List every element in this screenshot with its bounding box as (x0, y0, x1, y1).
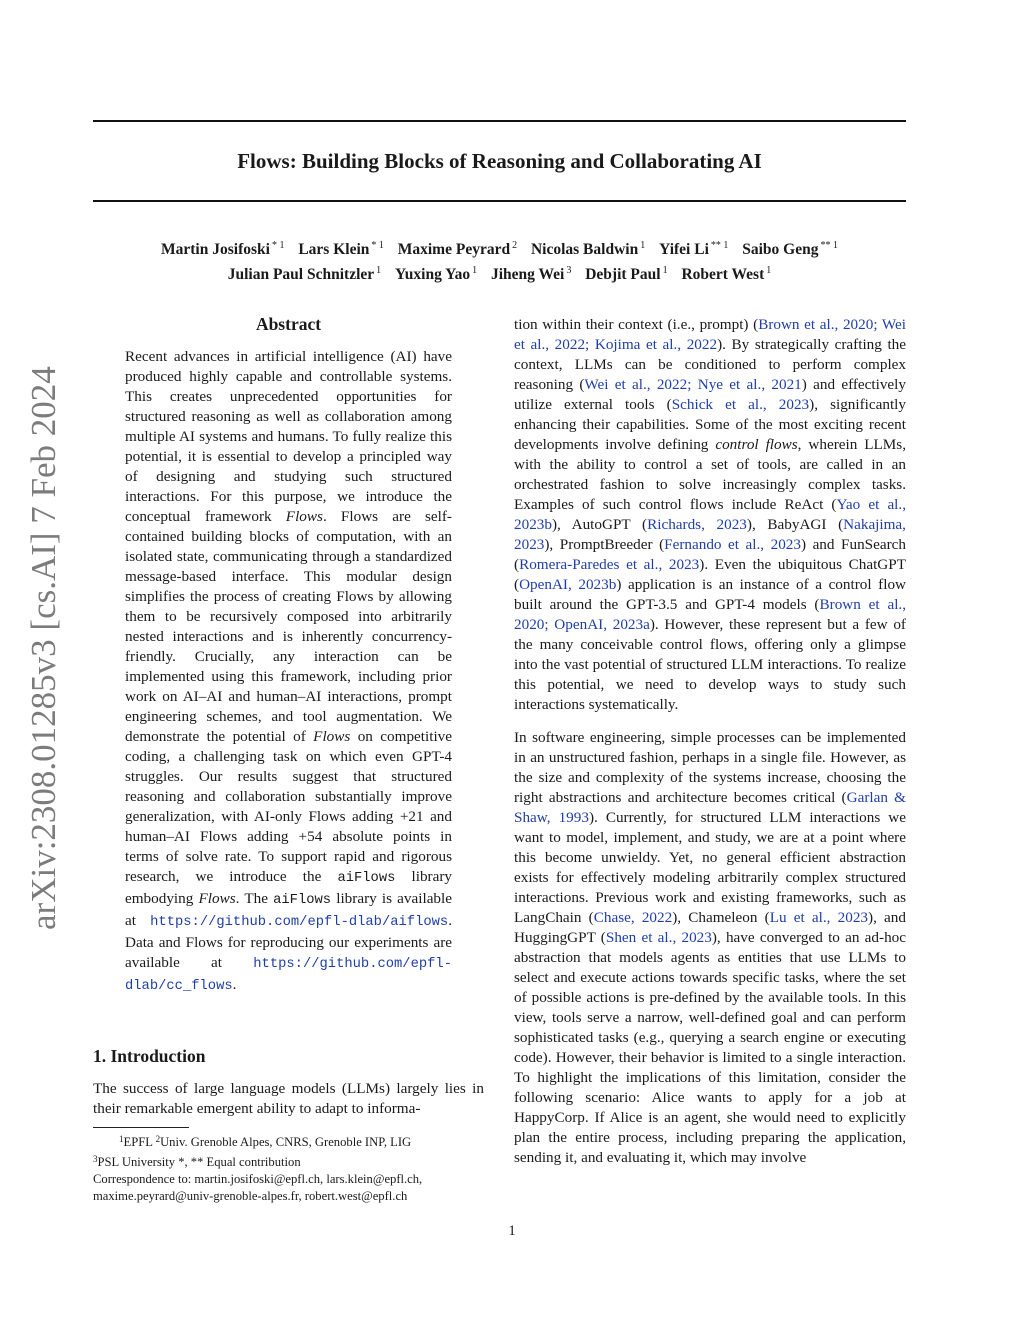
author: Yifei Li $^{** 1}$ (659, 240, 729, 258)
author: Saibo Geng $^{** 1}$ (742, 240, 838, 258)
author: Lars Klein $^{* 1}$ (298, 240, 384, 258)
section-heading: 1. Introduction (93, 1046, 206, 1066)
citation[interactable]: OpenAI, 2023b (519, 576, 617, 593)
paragraph: tion within their context (i.e., prompt) (Brown et al., 2020; Wei et al., 2022; Kojima et al., 2022). By strategically crafting the context, LLMs can be conditioned to perform complex reasoning (Wei et al., 2022; Nye et al., 2021) and effectively utilize external tools (Schick et al., 2023), significantly enhancing their capabilities. Some of the most exciting recent developments involve defining control flows, wherein LLMs, with the ability to control a set of tools, are called in an orchestrated fashion to solve increasingly complex tasks. Examples of such control flows include ReAct (Yao et al., 2023b), AutoGPT (Richards, 2023), BabyAGI (Nakajima, 2023), PromptBreeder (Fernando et al., 2023) and FunSearch (Romera-Paredes et al., 2023). Even the ubiquitous ChatGPT (OpenAI, 2023b) application is an instance of a control flow built around the GPT-3.5 and GPT-4 models (Brown et al., 2020; OpenAI, 2023a). However, these represent but a few of the many conceivable control flows, offering only a glimpse into the vast potential of structured LLM interactions. To realize this potential, we need to develop ways to study such interactions systematically. (514, 316, 907, 713)
author: Robert West $^1$ (681, 265, 772, 283)
author: Yuxing Yao $^1$ (395, 265, 478, 283)
abstract-section (125, 313, 452, 997)
footnote: $^1$EPFL $^2$Univ. Grenoble Alpes, CNRS, Grenoble INP, LIG $^3$PSL University *, ** Equal contribution Correspondence to: martin.josifoski@epfl.ch, lars.klein@epfl.ch, maxime.peyrard@univ-grenoble-alpes.fr, robert.west@epfl.ch (93, 1134, 423, 1203)
author-line (93, 260, 906, 285)
citation[interactable]: Brown et al., 2020; OpenAI, 2023a (514, 596, 907, 633)
citation[interactable]: Nakajima, 2023 (514, 516, 906, 553)
data-link[interactable]: https://github.com/epfl-dlab/cc_flows (125, 957, 452, 994)
paragraph: In software engineering, simple processes can be implemented in an unstructured fashion, perhaps in a single file. However, as the size and complexity of the systems increase, choosing the right abstractions and architecture becomes critical (Garlan & Shaw, 1993). Currently, for structured LLM interactions we want to model, implement, and study, we are at a point where this become unwieldy. Yet, no general efficient abstraction exists for effectively modeling arbitrarily complex structured interactions. Previous work and existing frameworks, such as LangChain (Chase, 2022), Chameleon (Lu et al., 2023), and HuggingGPT (Shen et al., 2023), have converged to an ad-hoc abstraction that models agents as entities that use LLMs to select and execute actions towards specific tasks, where the set of possible actions is pre-defined by the available tools. In this view, tools serve a narrow, well-defined goal and can perform sophisticated tasks (e.g., querying a search engine or executing code). However, their behavior is limited to a single interaction. To highlight the implications of this limitation, consider the following scenario: Alice wants to apply for a job at HappyCorp. If Alice is an agent, she would need to explicitly plan the entire process, including preparing the application, sending it, and evaluating it, which may involve (514, 729, 907, 1166)
abstract-text: Recent advances in artificial intelligence (AI) have produced highly capable and controllable systems. This creates unprecedented opportunities for structured reasoning as well as collaboration among multiple AI systems and humans. To fully realize this potential, it is essential to develop a principled way of designing and studying such structured interactions. For this purpose, we introduce the conceptual framework Flows. Flows are self-contained building blocks of computation, with an isolated state, communicating through a standardized message-based interface. This modular design simplifies the process of creating Flows by allowing them to be recursively composed into arbitrarily nested interactions and is inherently concurrency-friendly. Crucially, any interaction can be implemented using this framework, including prior work on AI–AI and human–AI interactions, prompt engineering schemes, and tool augmentation. We demonstrate the potential of Flows on competitive coding, a challenging task on which even GPT-4 struggles. Our results suggest that structured reasoning and collaboration substantially improve generalization, with AI-only Flows adding +21 and human–AI Flows adding +54 absolute points in terms of solve rate. To support rapid and rigorous research, we introduce the aiFlows library embodying Flows. The aiFlows library is available at https://github.com/epfl-dlab/aiflows. Data and Flows for reproducing our experiments are available at https://github.com/epfl-dlab/cc_flows. (125, 348, 452, 994)
author: Debjit Paul $^1$ (585, 265, 668, 283)
author: Martin Josifoski $^{* 1}$ (161, 240, 285, 258)
author: Julian Paul Schnitzler $^1$ (227, 265, 382, 283)
citation[interactable]: Garlan & Shaw, 1993 (514, 789, 907, 826)
repo-link[interactable]: https://github.com/epfl-dlab/aiflows (150, 915, 449, 930)
citation[interactable]: Chase, 2022 (593, 909, 673, 926)
page-number: 1 (508, 1223, 516, 1239)
right-column (514, 315, 906, 1168)
citation[interactable]: Richards, 2023 (647, 516, 747, 533)
intro-paragraph: The success of large language models (LLMs) largely lies in their remarkable emergent ability to adapt to informa- (93, 1080, 484, 1117)
citation[interactable]: Schick et al., 2023 (671, 396, 810, 413)
citation[interactable]: Lu et al., 2023 (769, 909, 869, 926)
author: Nicolas Baldwin $^1$ (530, 240, 646, 258)
title-rule-bottom (93, 200, 906, 202)
citation[interactable]: Wei et al., 2022; Nye et al., 2021 (584, 376, 802, 393)
citation[interactable]: Shen et al., 2023 (605, 929, 712, 946)
author-list (93, 235, 906, 285)
citation[interactable]: Fernando et al., 2023 (664, 536, 801, 553)
title-rule-top (93, 120, 906, 122)
citation[interactable]: Brown et al., 2020; Wei et al., 2022; Kojima et al., 2022 (514, 316, 906, 353)
arxiv-identifier: arXiv:2308.01285v3 [cs.AI] 7 Feb 2024 (24, 366, 63, 930)
author-line (93, 235, 906, 260)
footnote-rule (93, 1127, 189, 1128)
abstract-heading: Abstract (255, 314, 322, 334)
author: Jiheng Wei $^3$ (490, 265, 572, 283)
paper-title: Flows: Building Blocks of Reasoning and Collaborating AI (237, 149, 762, 173)
citation[interactable]: Yao et al., 2023b (514, 496, 906, 533)
author: Maxime Peyrard $^2$ (397, 240, 518, 258)
citation[interactable]: Romera-Paredes et al., 2023 (519, 556, 700, 573)
